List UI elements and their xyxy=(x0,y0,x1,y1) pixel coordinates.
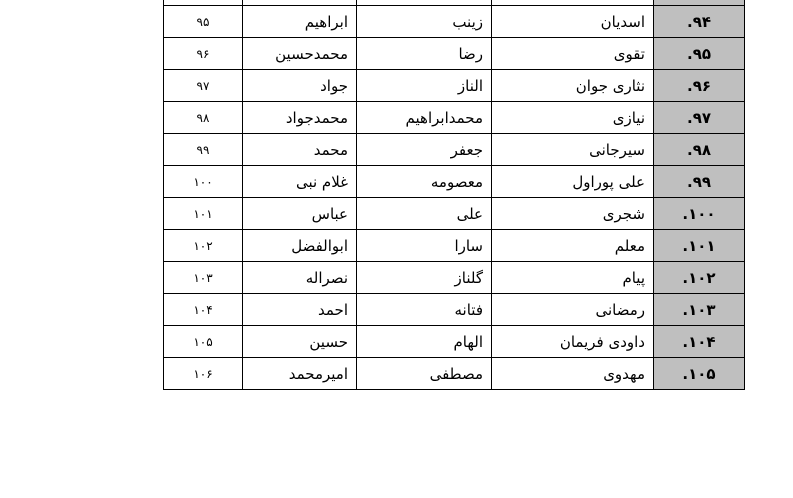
table-row xyxy=(164,102,745,134)
table-row xyxy=(164,134,745,166)
table-row xyxy=(164,6,745,38)
row-number-cell: ۱۰۰. xyxy=(654,198,745,230)
index-cell: ۹۵ xyxy=(164,6,243,38)
row-number-cell: ۹۵. xyxy=(654,38,745,70)
row-number-cell: ۱۰۳. xyxy=(654,294,745,326)
first-name-cell: الناز xyxy=(357,70,492,102)
index-cell: ۱۰۴ xyxy=(164,294,243,326)
last-name-cell: تقوی xyxy=(492,38,654,70)
first-name-cell: زینب xyxy=(357,6,492,38)
first-name-cell: سارا xyxy=(357,230,492,262)
index-cell: ۱۰۲ xyxy=(164,230,243,262)
first-name-cell: محمدابراهیم xyxy=(357,102,492,134)
first-name-cell: فتانه xyxy=(357,294,492,326)
father-name-cell: ابوالفضل xyxy=(243,230,357,262)
table-row xyxy=(164,166,745,198)
row-number-cell: ۹۹. xyxy=(654,166,745,198)
father-name-cell: حسین xyxy=(243,326,357,358)
names-table xyxy=(163,0,745,390)
first-name-cell: گلناز xyxy=(357,262,492,294)
first-name-cell: علی xyxy=(357,198,492,230)
names-table-container xyxy=(163,0,743,390)
last-name-cell: سیرجانی xyxy=(492,134,654,166)
row-number-cell: ۱۰۱. xyxy=(654,230,745,262)
index-cell: ۱۰۶ xyxy=(164,358,243,390)
last-name-cell: نیازی xyxy=(492,102,654,134)
first-name-cell: معصومه xyxy=(357,166,492,198)
last-name-cell: نثاری جوان xyxy=(492,70,654,102)
first-name-cell: جعفر xyxy=(357,134,492,166)
last-name-cell: پیام xyxy=(492,262,654,294)
row-number-cell: ۱۰۲. xyxy=(654,262,745,294)
last-name-cell: مهدوی xyxy=(492,358,654,390)
row-number-cell: ۱۰۵. xyxy=(654,358,745,390)
last-name-cell: داودی فریمان xyxy=(492,326,654,358)
index-cell: ۹۹ xyxy=(164,134,243,166)
index-cell: ۱۰۰ xyxy=(164,166,243,198)
table-row xyxy=(164,70,745,102)
row-number-cell: ۹۷. xyxy=(654,102,745,134)
index-cell: ۱۰۱ xyxy=(164,198,243,230)
last-name-cell: اسدیان xyxy=(492,6,654,38)
row-number-cell: ۱۰۴. xyxy=(654,326,745,358)
first-name-cell: رضا xyxy=(357,38,492,70)
table-row xyxy=(164,230,745,262)
index-cell: ۹۶ xyxy=(164,38,243,70)
row-number-cell: ۹۸. xyxy=(654,134,745,166)
father-name-cell: عباس xyxy=(243,198,357,230)
last-name-cell: شجری xyxy=(492,198,654,230)
table-row xyxy=(164,262,745,294)
index-cell: ۹۸ xyxy=(164,102,243,134)
index-cell: ۹۷ xyxy=(164,70,243,102)
table-row xyxy=(164,38,745,70)
last-name-cell: علی پوراول xyxy=(492,166,654,198)
table-row xyxy=(164,326,745,358)
father-name-cell: غلام نبی xyxy=(243,166,357,198)
last-name-cell: معلم xyxy=(492,230,654,262)
names-table-body xyxy=(164,0,745,390)
father-name-cell: امیرمحمد xyxy=(243,358,357,390)
father-name-cell: محمدجواد xyxy=(243,102,357,134)
table-row xyxy=(164,358,745,390)
father-name-cell: نصراله xyxy=(243,262,357,294)
row-number-cell: ۹۶. xyxy=(654,70,745,102)
table-row xyxy=(164,198,745,230)
first-name-cell: مصطفی xyxy=(357,358,492,390)
table-row xyxy=(164,294,745,326)
father-name-cell: محمدحسین xyxy=(243,38,357,70)
first-name-cell: الهام xyxy=(357,326,492,358)
father-name-cell: احمد xyxy=(243,294,357,326)
father-name-cell: ابراهیم xyxy=(243,6,357,38)
row-number-cell: ۹۴. xyxy=(654,6,745,38)
father-name-cell: محمد xyxy=(243,134,357,166)
father-name-cell: جواد xyxy=(243,70,357,102)
index-cell: ۱۰۵ xyxy=(164,326,243,358)
last-name-cell: رمضانی xyxy=(492,294,654,326)
index-cell: ۱۰۳ xyxy=(164,262,243,294)
